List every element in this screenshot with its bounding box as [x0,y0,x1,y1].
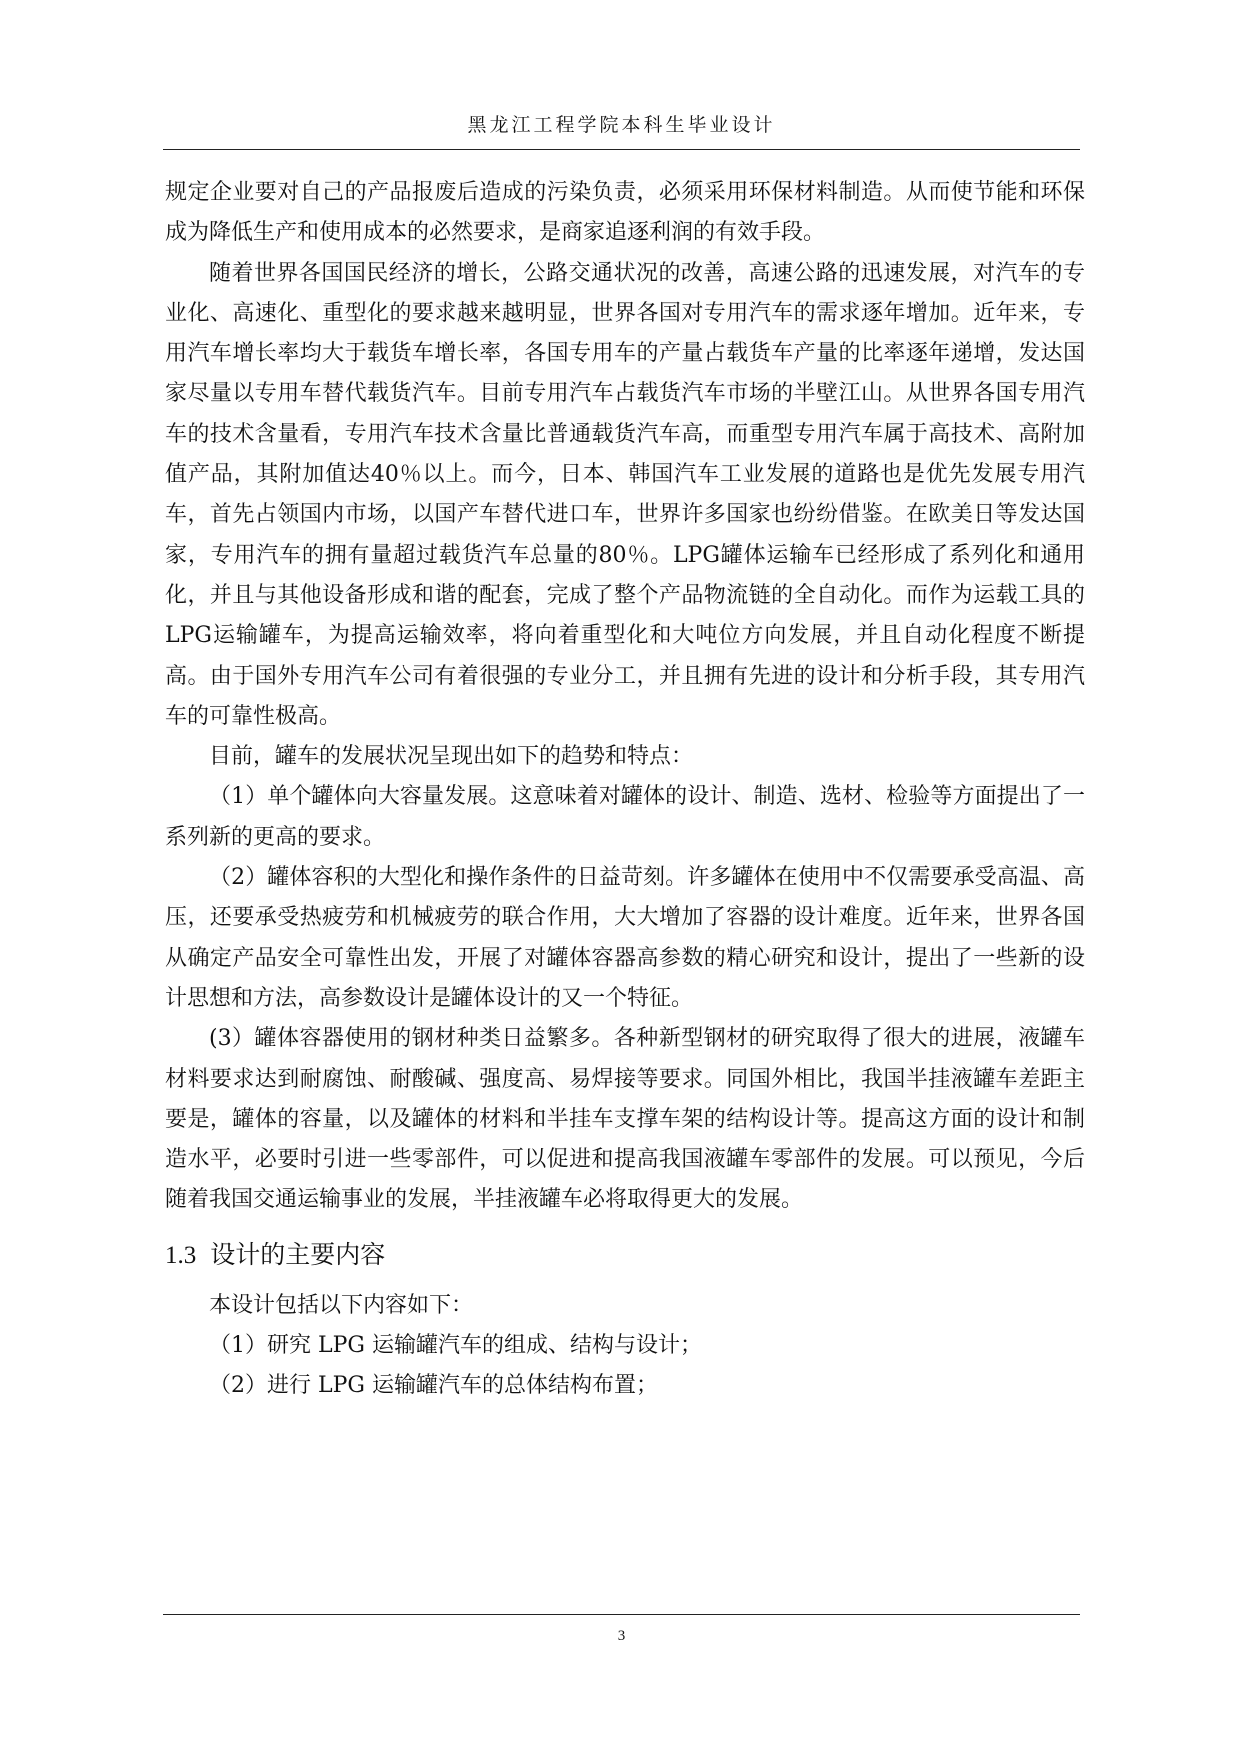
section-number: 1.3 [165,1241,197,1269]
footer-divider [163,1614,1080,1615]
list-item-1: （1）研究 LPG 运输罐汽车的组成、结构与设计； [209,1333,702,1359]
paragraph-continuation: 规定企业要对自己的产品报废后造成的污染负责，必须采用环保材料制造。从而使节能和环保成为降低生产和使用成本的必然要求，是商家追逐利润的有效手段。 [165,180,1085,246]
page-number: 3 [617,1628,626,1644]
paragraph-trend-1: （1）单个罐体向大容量发展。这意味着对罐体的设计、制造、选材、检验等方面提出了一系列新的更高的要求。 [165,784,1085,850]
paragraph-background: 随着世界各国国民经济的增长，公路交通状况的改善，高速公路的迅速发展，对汽车的专业化、高速化、重型化的要求越来越明显，世界各国对专用汽车的需求逐年增加。近年来，专用汽车增长率均大于载货车增长率，各国专用车的产量占载货车产量的比率逐年递增，发达国家尽量以专用车替代载货汽车。目前专用汽车占载货汽车市场的半壁江山。从世界各国专用汽车的技术含量看，专用汽车技术含量比普通载货汽车高，而重型专用汽车属于高技术、高附加值产品，其附加值达40％以上。而今，日本、韩国汽车工业发展的道路也是优先发展专用汽车，首先占领国内市场，以国产车替代进口车，世界许多国家也纷纷借鉴。在欧美日等发达国家，专用汽车的拥有量超过载货汽车总量的80％。LPG罐体运输车已经形成了系列化和通用化，并且与其他设备形成和谐的配套，完成了整个产品物流链的全自动化。而作为运载工具的LPG运输罐车，为提高运输效率，将向着重型化和大吨位方向发展，并且自动化程度不断提高。由于国外专用汽车公司有着很强的专业分工，并且拥有先进的设计和分析手段，其专用汽车的可靠性极高。 [165,260,1085,729]
page-header: 黑龙江工程学院本科生毕业设计 [467,114,776,136]
paragraph-contents-intro: 本设计包括以下内容如下： [209,1292,474,1318]
paragraph-trend-3: (3）罐体容器使用的钢材种类日益繁多。各种新型钢材的研究取得了很大的进展，液罐车材料要求达到耐腐蚀、耐酸碱、强度高、易焊接等要求。同国外相比，我国半挂液罐车差距主要是，罐体的容量，以及罐体的材料和半挂车支撑车架的结构设计等。提高这方面的设计和制造水平，必要时引进一些零部件，可以促进和提高我国液罐车零部件的发展。可以预见，今后随着我国交通运输事业的发展，半挂液罐车必将取得更大的发展。 [165,1026,1085,1213]
paragraph-trends-intro: 目前，罐车的发展状况呈现出如下的趋势和特点： [209,744,694,770]
list-item-2: （2）进行 LPG 运输罐汽车的总体结构布置； [209,1373,658,1399]
section-title: 设计的主要内容 [210,1239,386,1269]
document-body [165,173,1085,1407]
header-divider [163,149,1080,150]
section-heading [165,1235,1085,1276]
paragraph-trend-2: （2）罐体容积的大型化和操作条件的日益苛刻。许多罐体在使用中不仅需要承受高温、高压，还要承受热疲劳和机械疲劳的联合作用，大大增加了容器的设计难度。近年来，世界各国从确定产品安全可靠性出发，开展了对罐体容器高参数的精心研究和设计，提出了一些新的设计思想和方法，高参数设计是罐体设计的又一个特征。 [165,865,1085,1011]
